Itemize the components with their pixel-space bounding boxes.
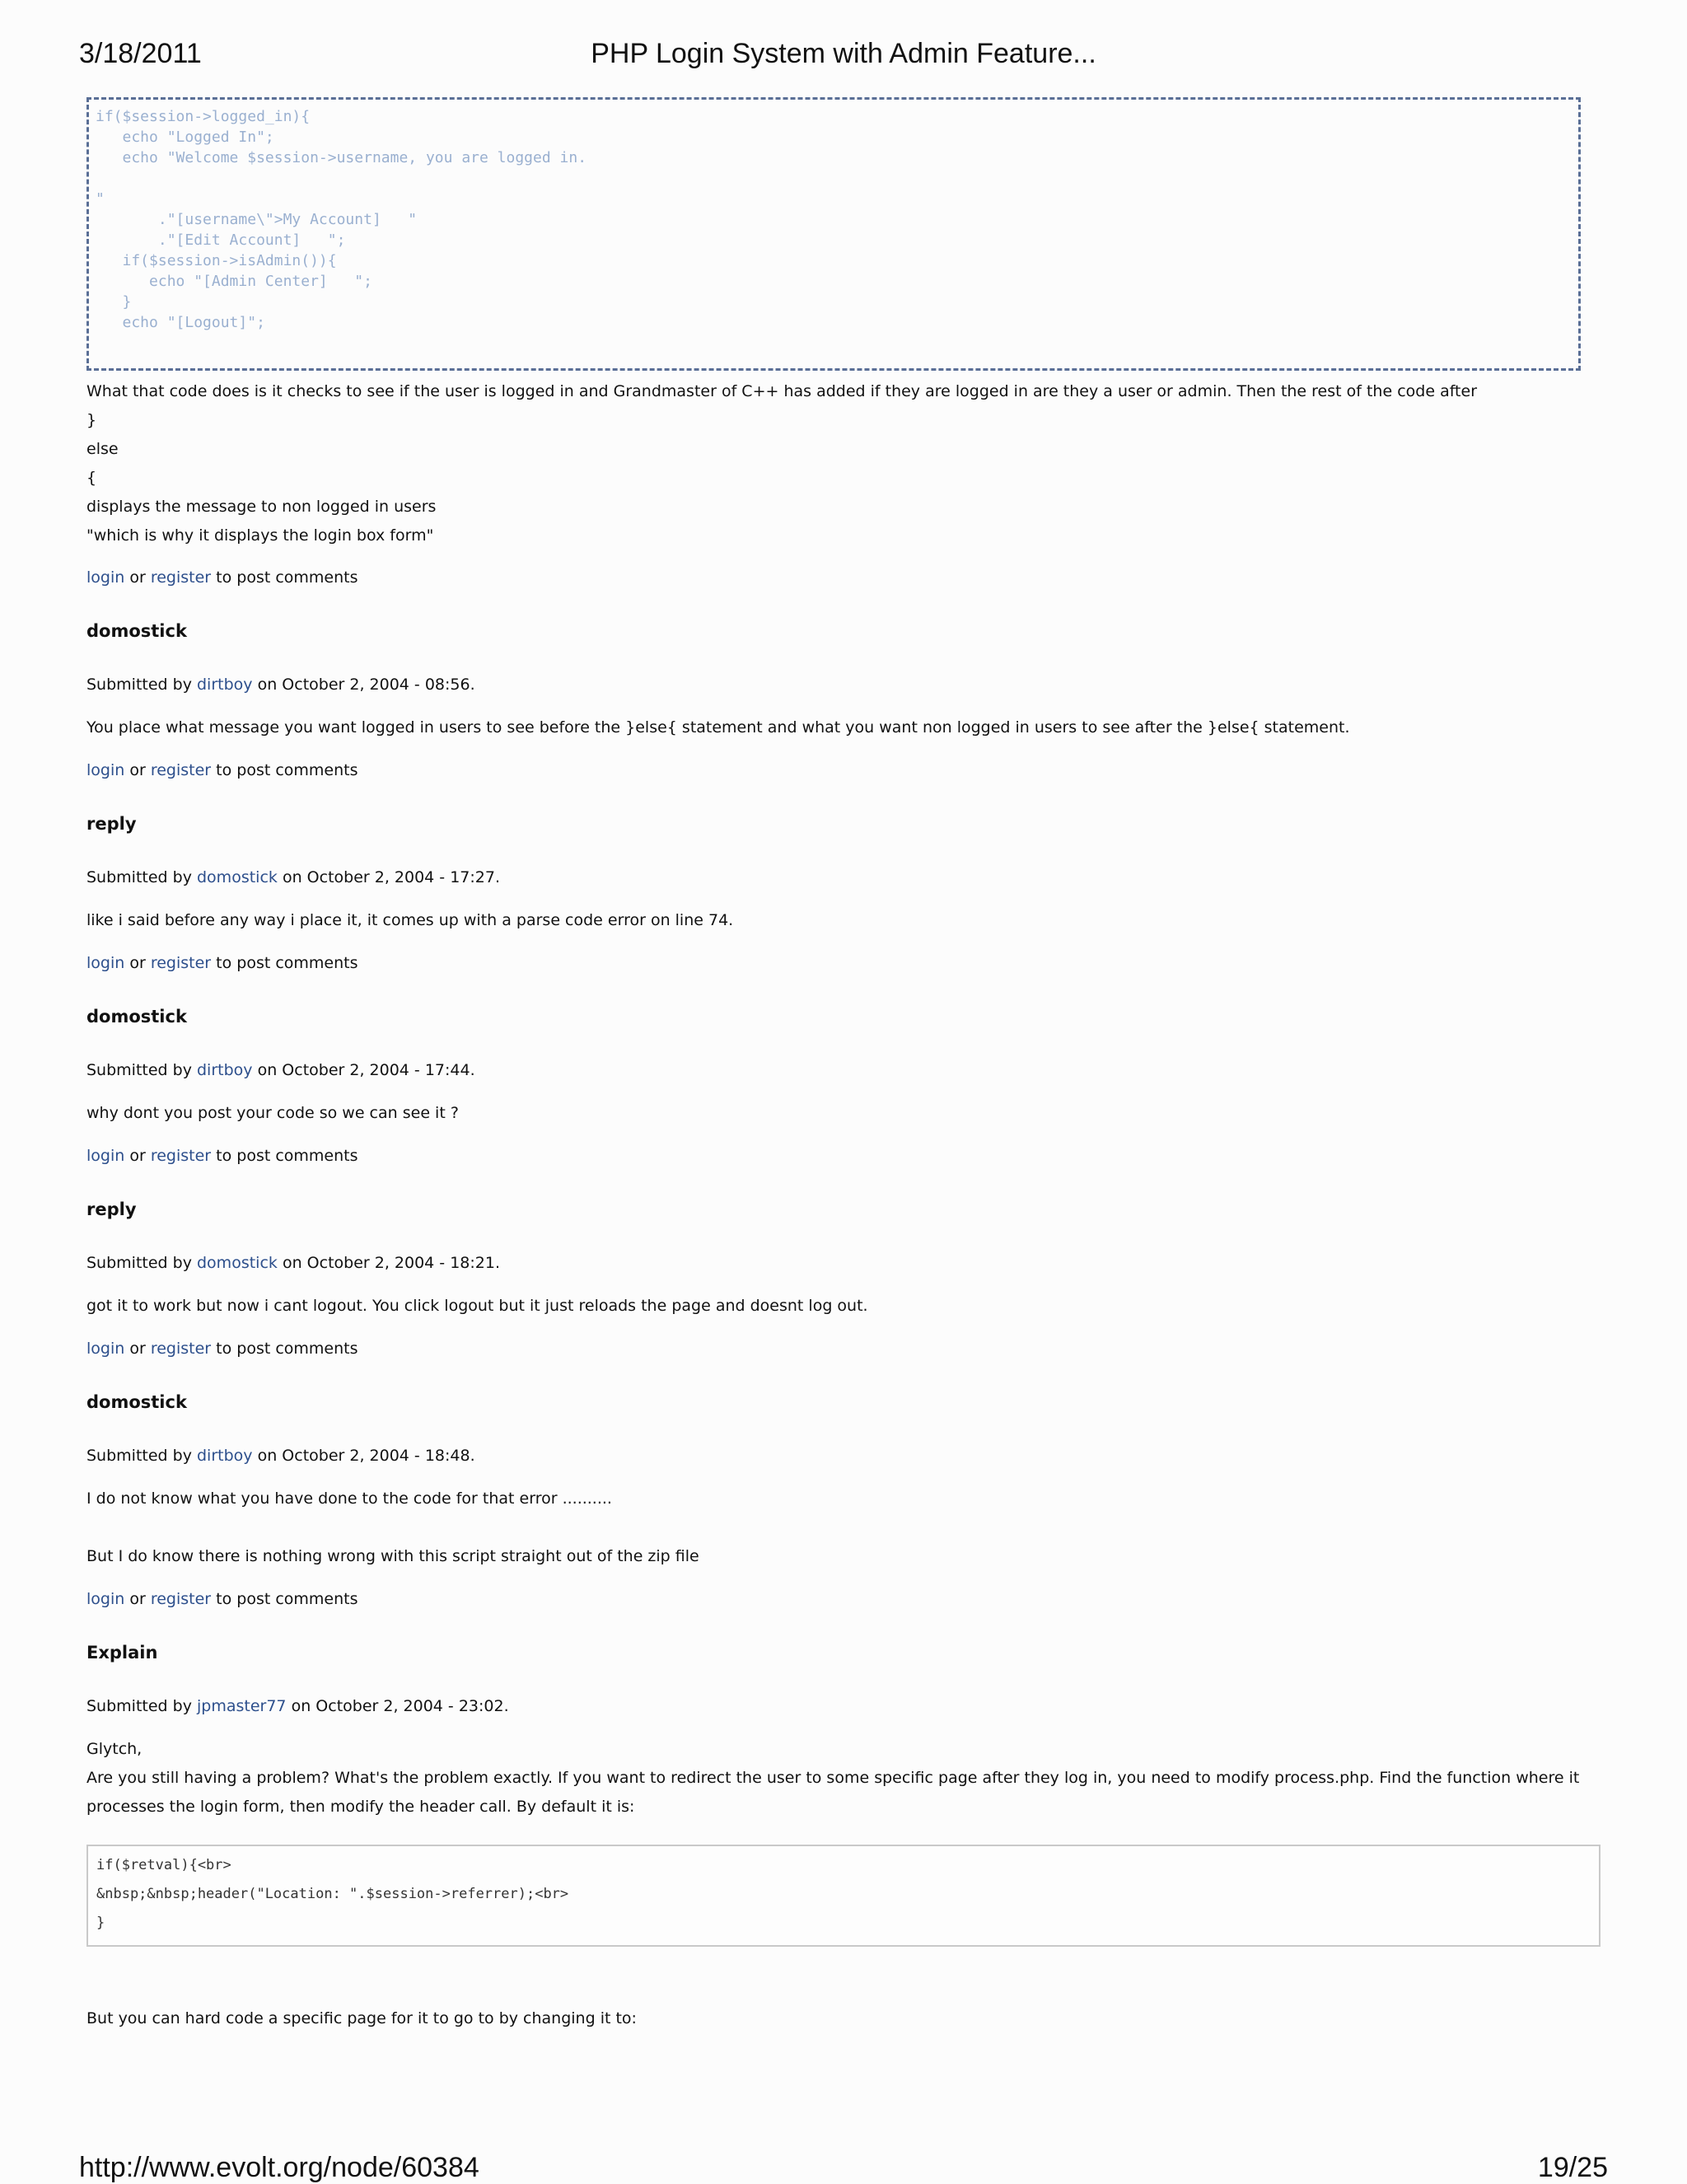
comment-links — [86, 1585, 1601, 1614]
submitted-by-text: Submitted by — [86, 1447, 192, 1465]
comment-meta — [86, 1692, 1601, 1721]
comment-title: reply — [86, 1200, 137, 1219]
comment — [86, 617, 1601, 785]
comment-links — [86, 949, 1601, 978]
post-comments-text: to post comments — [216, 568, 358, 587]
comment-date: October 2, 2004 - 17:44. — [282, 1061, 475, 1079]
author-link[interactable]: dirtboy — [197, 1447, 253, 1465]
comment-body: You place what message you want logged in users to see before the }else{ statement and what you want non logged in users to see after the }else{ statement. — [86, 718, 1350, 737]
on-text: on — [257, 1061, 278, 1079]
print-page-number: 19/25 — [1537, 2152, 1608, 2183]
comment-title: Explain — [86, 1643, 158, 1663]
comment — [86, 1003, 1601, 1171]
or-text: or — [129, 954, 146, 972]
author-link[interactable]: dirtboy — [197, 1061, 253, 1079]
on-text: on — [257, 1447, 278, 1465]
intro-line: What that code does is it checks to see if the user is logged in and Grandmaster of C++ has added if they are logged in are they a user or admin. Then the rest of the code after — [86, 382, 1478, 400]
post-comments-text: to post comments — [216, 1147, 358, 1165]
comment-body: But you can hard code a specific page for it to go to by changing it to: — [86, 2009, 637, 2027]
comment-date: October 2, 2004 - 08:56. — [282, 676, 475, 694]
comment-date: October 2, 2004 - 23:02. — [315, 1697, 509, 1715]
comment-body: got it to work but now i cant logout. You click logout but it just reloads the page and doesnt log out. — [86, 1297, 868, 1315]
on-text: on — [257, 676, 278, 694]
or-text: or — [129, 761, 146, 779]
post-comments-text: to post comments — [216, 954, 358, 972]
comment — [86, 1639, 1601, 2033]
intro-line: } — [86, 411, 97, 429]
login-link[interactable]: login — [86, 761, 125, 779]
intro-line: "which is why it displays the login box form" — [86, 526, 434, 545]
comment-date: October 2, 2004 - 18:48. — [282, 1447, 475, 1465]
comment-body: But I do know there is nothing wrong with this script straight out of the zip file — [86, 1547, 699, 1565]
print-date: 3/18/2011 — [79, 38, 202, 69]
submitted-by-text: Submitted by — [86, 868, 192, 886]
comment — [86, 1388, 1601, 1614]
author-link[interactable]: dirtboy — [197, 676, 253, 694]
comment-links — [86, 564, 1601, 592]
comment-title: domostick — [86, 621, 187, 641]
submitted-by-text: Submitted by — [86, 1254, 192, 1272]
comment-date: October 2, 2004 - 17:27. — [306, 868, 500, 886]
intro-line: { — [86, 469, 97, 487]
code-block: if($retval){<br> &nbsp;&nbsp;header("Location: ".$session->referrer);<br> } — [86, 1845, 1601, 1947]
comment — [86, 1195, 1601, 1363]
comment-meta — [86, 671, 1601, 699]
submitted-by-text: Submitted by — [86, 1061, 192, 1079]
comment-title: domostick — [86, 1007, 187, 1027]
register-link[interactable]: register — [150, 954, 212, 972]
comment-meta — [86, 1249, 1601, 1278]
register-link[interactable]: register — [150, 1590, 212, 1608]
submitted-by-text: Submitted by — [86, 1697, 192, 1715]
register-link[interactable]: register — [150, 568, 212, 587]
on-text: on — [282, 868, 302, 886]
post-comments-text: to post comments — [216, 1340, 358, 1358]
login-link[interactable]: login — [86, 1340, 125, 1358]
print-header — [0, 38, 1687, 77]
author-link[interactable]: jpmaster77 — [197, 1697, 287, 1715]
comment-meta — [86, 1442, 1601, 1471]
page-content — [86, 97, 1601, 2033]
comment-body: Are you still having a problem? What's the problem exactly. If you want to redirect the user to some specific page after they log in, you need to modify process.php. Find the function where it processes the login form, then modify the header call. By default it is: — [86, 1769, 1580, 1816]
print-footer — [0, 2152, 1687, 2183]
or-text: or — [129, 1590, 146, 1608]
intro-line: displays the message to non logged in users — [86, 498, 437, 516]
on-text: on — [282, 1254, 302, 1272]
login-link[interactable]: login — [86, 568, 125, 587]
comment-body: like i said before any way i place it, it comes up with a parse code error on line 74. — [86, 911, 734, 929]
print-title: PHP Login System with Admin Feature... — [591, 38, 1096, 69]
comment-links — [86, 1335, 1601, 1363]
comment — [86, 810, 1601, 978]
register-link[interactable]: register — [150, 761, 212, 779]
comment-title: reply — [86, 814, 137, 834]
intro-line: else — [86, 440, 119, 458]
comment-title: domostick — [86, 1392, 187, 1412]
comment-links — [86, 1142, 1601, 1171]
or-text: or — [129, 568, 146, 587]
post-comments-text: to post comments — [216, 761, 358, 779]
comment-links — [86, 756, 1601, 785]
author-link[interactable]: domostick — [197, 1254, 278, 1272]
intro-text — [86, 377, 1601, 550]
or-text: or — [129, 1340, 146, 1358]
comment-meta — [86, 1056, 1601, 1085]
login-link[interactable]: login — [86, 1147, 125, 1165]
code-block: if($session->logged_in){ echo "Logged In"; echo "Welcome $session->username, you are logged in. " ."[username\">My Account] " ."[Edit Account] "; if($session->isAdmin()){ echo "[Admin Center] "; } echo "[Logout]"; — [86, 97, 1581, 371]
comment-meta — [86, 863, 1601, 892]
post-comments-text: to post comments — [216, 1590, 358, 1608]
register-link[interactable]: register — [150, 1147, 212, 1165]
on-text: on — [291, 1697, 311, 1715]
comment-body: I do not know what you have done to the code for that error .......... — [86, 1490, 612, 1508]
register-link[interactable]: register — [150, 1340, 212, 1358]
comment-body: why dont you post your code so we can see it ? — [86, 1104, 459, 1122]
submitted-by-text: Submitted by — [86, 676, 192, 694]
login-link[interactable]: login — [86, 954, 125, 972]
print-url: http://www.evolt.org/node/60384 — [79, 2152, 479, 2183]
comment-date: October 2, 2004 - 18:21. — [306, 1254, 500, 1272]
or-text: or — [129, 1147, 146, 1165]
login-link[interactable]: login — [86, 1590, 125, 1608]
comment-body: Glytch, — [86, 1740, 143, 1758]
author-link[interactable]: domostick — [197, 868, 278, 886]
